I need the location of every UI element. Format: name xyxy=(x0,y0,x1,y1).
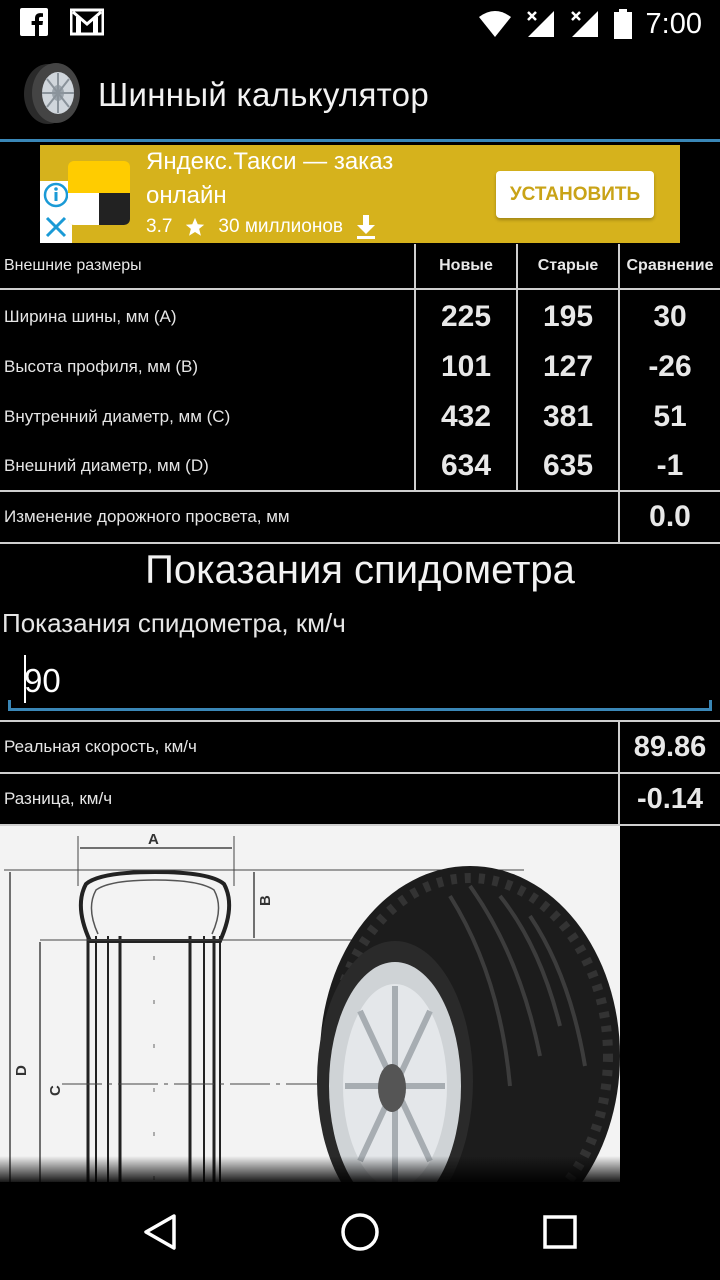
ad-rating: 3.7 xyxy=(146,216,173,237)
home-icon[interactable] xyxy=(338,1210,382,1254)
ad-meta xyxy=(146,215,377,239)
speed-input-label: Показания спидометра, км/ч xyxy=(2,608,346,638)
table-header-diff: Сравнение xyxy=(626,257,714,274)
ad-installs: 30 миллионов xyxy=(218,216,344,237)
label-d: D xyxy=(13,1065,30,1076)
label-a: A xyxy=(148,831,159,848)
install-button[interactable]: УСТАНОВИТЬ xyxy=(496,171,654,218)
facebook-icon xyxy=(20,8,48,36)
table-cell-diff: -26 xyxy=(648,350,692,383)
clearance-value: 0.0 xyxy=(649,500,691,533)
signal-icon xyxy=(526,9,556,39)
text-caret xyxy=(24,655,26,703)
download-icon xyxy=(355,215,377,239)
real-speed-value: 89.86 xyxy=(633,730,707,763)
clock: 7:00 xyxy=(645,8,702,40)
table-row-label: Внешний диаметр, мм (D) xyxy=(4,456,209,475)
difference-label: Разница, км/ч xyxy=(4,789,113,808)
table-cell-diff: -1 xyxy=(656,449,684,482)
tire-image xyxy=(317,866,620,1182)
ad-banner[interactable] xyxy=(40,145,680,243)
label-b: B xyxy=(257,895,274,906)
navigation-bar xyxy=(0,1182,720,1280)
table-cell-new: 634 xyxy=(440,449,492,482)
star-icon xyxy=(184,216,206,238)
table-row-label: Высота профиля, мм (B) xyxy=(4,357,199,376)
wifi-icon xyxy=(478,9,512,39)
gmail-icon xyxy=(70,8,104,36)
app-bar xyxy=(0,48,720,142)
info-icon[interactable] xyxy=(42,181,70,209)
table-header-label: Внешние размеры xyxy=(4,257,142,274)
table-header-new: Новые xyxy=(439,257,493,274)
table-cell-new: 225 xyxy=(440,300,492,333)
yandex-taxi-logo xyxy=(68,161,130,225)
clearance-label: Изменение дорожного просвета, мм xyxy=(4,507,290,526)
tire-icon xyxy=(20,60,84,126)
table-row-label: Внутренний диаметр, мм (C) xyxy=(4,407,231,426)
speed-input-underline xyxy=(8,708,712,711)
table-cell-new: 432 xyxy=(440,400,492,433)
battery-icon xyxy=(614,9,632,39)
difference-value: -0.14 xyxy=(636,782,704,815)
tire-diagram-drawing xyxy=(0,826,620,1182)
real-speed-label: Реальная скорость, км/ч xyxy=(4,737,197,756)
speed-input[interactable] xyxy=(8,652,712,710)
table-cell-new: 101 xyxy=(440,350,492,383)
speedometer-section-title: Показания спидометра xyxy=(145,548,575,592)
ad-title: Яндекс.Такси — заказ онлайн xyxy=(146,148,394,209)
table-cell-diff: 30 xyxy=(653,300,687,333)
status-bar xyxy=(0,0,720,48)
table-cell-old: 635 xyxy=(542,449,594,482)
app-title: Шинный калькулятор xyxy=(98,76,429,113)
label-c: C xyxy=(47,1085,64,1096)
recent-apps-icon[interactable] xyxy=(538,1210,582,1254)
table-row-label: Ширина шины, мм (A) xyxy=(4,307,177,326)
close-icon[interactable] xyxy=(43,214,69,240)
table-cell-old: 381 xyxy=(542,400,594,433)
table-cell-old: 195 xyxy=(542,300,594,333)
table-header-old: Старые xyxy=(537,257,599,274)
table-cell-diff: 51 xyxy=(653,400,687,433)
table-cell-old: 127 xyxy=(542,350,594,383)
back-icon[interactable] xyxy=(138,1210,182,1254)
signal-icon xyxy=(570,9,600,39)
tire-dimensions-diagram xyxy=(0,826,620,1182)
